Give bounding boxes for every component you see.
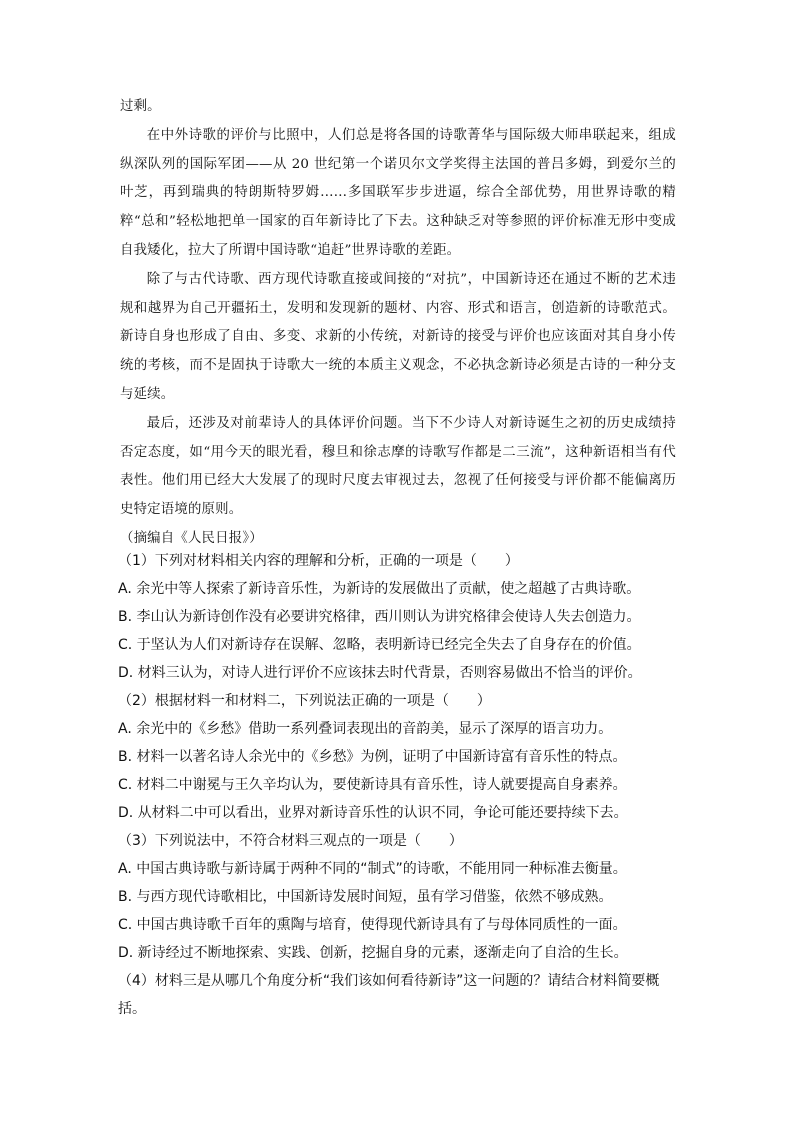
passage-paragraph: 过剩。	[120, 99, 161, 114]
question-2-stem: （2）根据材料一和材料二，下列说法正确的一项是（ ）	[118, 693, 491, 709]
passage-paragraph: 在中外诗歌的评价与比照中，人们总是将各国的诗歌菁华与国际级大师串联起来，组成纵深队列的国际军团——从 20 世纪第一个诺贝尔文学奖得主法国的普吕多姆，到爱尔兰的叶芝，再到瑞典的特朗斯特罗姆……多国联军步步进逼，综合全部优势，用世界诗歌的精粹“总和”轻松地把单一国家的百年新诗比了下去。这种缺乏对等参照的评价标准无形中变成自我矮化，拉大了所谓中国诗歌“追赶”世界诗歌的差距。	[120, 127, 676, 258]
question-3-option-c: C. 中国古典诗歌千百年的熏陶与培育，使得现代新诗具有了与母体同质性的一面。	[118, 917, 627, 933]
question-2-option-d: D. 从材料二中可以看出，业界对新诗音乐性的认识不同，争论可能还要持续下去。	[118, 805, 628, 821]
reading-passage	[120, 93, 676, 554]
question-1-option-b: B. 李山认为新诗创作没有必要讲究格律，西川则认为讲究格律会使诗人失去创造力。	[118, 609, 641, 625]
passage-source: （摘编自《人民日报》）	[120, 530, 263, 546]
question-1-option-c: C. 于坚认为人们对新诗存在误解、忽略，表明新诗已经完全失去了自身存在的价值。	[118, 637, 641, 653]
question-1-option-d: D. 材料三认为，对诗人进行评价不应该抹去时代背景，否则容易做出不恰当的评价。	[118, 665, 642, 681]
question-1-stem: （1）下列对材料相关内容的理解和分析，正确的一项是（ ）	[118, 553, 519, 569]
question-1-option-a: A. 余光中等人探索了新诗音乐性，为新诗的发展做出了贡献，使之超越了古典诗歌。	[118, 581, 641, 597]
question-2-option-a: A. 余光中的《乡愁》借助一系列叠词表现出的音韵美，显示了深厚的语言功力。	[118, 721, 613, 737]
question-3-option-b: B. 与西方现代诗歌相比，中国新诗发展时间短，虽有学习借鉴，依然不够成熟。	[118, 889, 613, 905]
question-list	[118, 547, 678, 1023]
question-3-option-d: D. 新诗经过不断地探索、实践、创新，挖掘自身的元素，逐渐走向了自洽的生长。	[118, 945, 628, 961]
question-3-option-a: A. 中国古典诗歌与新诗属于两种不同的“制式”的诗歌，不能用同一种标准去衡量。	[118, 861, 627, 877]
question-3-stem: （3）下列说法中，不符合材料三观点的一项是（ ）	[118, 833, 463, 849]
question-4-stem: （4）材料三是从哪几个角度分析“我们该如何看待新诗”这一问题的？请结合材料简要概括。	[118, 973, 660, 1017]
passage-paragraph: 除了与古代诗歌、西方现代诗歌直接或间接的“对抗”，中国新诗还在通过不断的艺术违规和越界为自己开疆拓土，发明和发现新的题材、内容、形式和语言，创造新的诗歌范式。新诗自身也形成了自由、多变、求新的小传统，对新诗的接受与评价也应该面对其自身小传统的考核，而不是固执于诗歌大一统的本质主义观念，不必执念新诗必须是古诗的一种分支与延续。	[120, 271, 676, 402]
passage-paragraph: 最后，还涉及对前辈诗人的具体评价问题。当下不少诗人对新诗诞生之初的历史成绩持否定态度，如“用今天的眼光看，穆旦和徐志摩的诗歌写作都是二三流”，这种新语相当有代表性。他们用已经大大发展了的现时尺度去审视过去，忽视了任何接受与评价都不能偏离历史特定语境的原则。	[120, 415, 676, 518]
question-2-option-b: B. 材料一以著名诗人余光中的《乡愁》为例，证明了中国新诗富有音乐性的特点。	[118, 749, 627, 765]
question-2-option-c: C. 材料二中谢冕与王久辛均认为，要使新诗具有音乐性，诗人就要提高自身素养。	[118, 777, 627, 793]
